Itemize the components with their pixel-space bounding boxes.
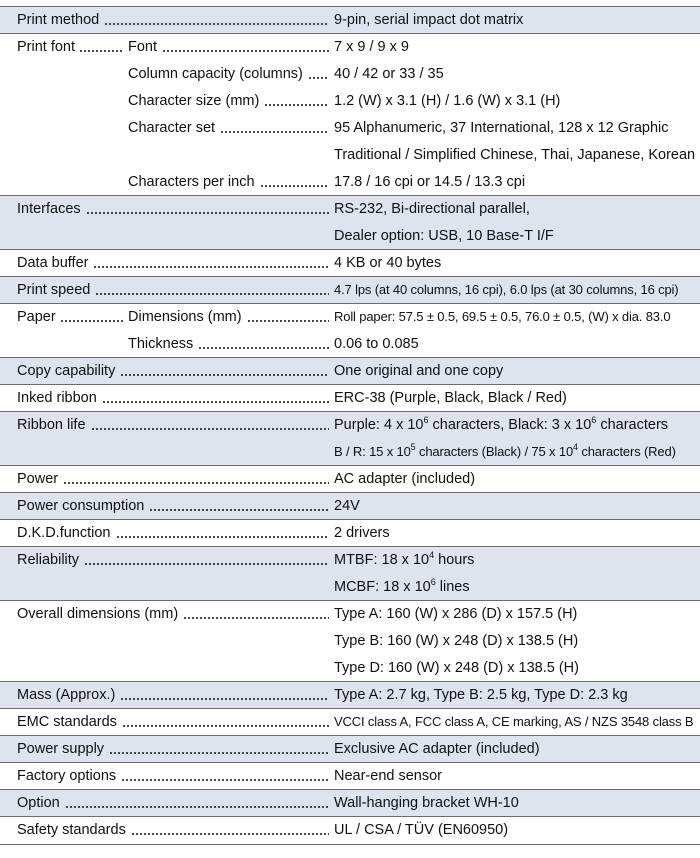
- leader-dots: [102, 401, 329, 403]
- spec-value: Dealer option: USB, 10 Base-T I/F: [334, 228, 554, 244]
- spec-line: [0, 303, 700, 330]
- spec-value: Type A: 2.7 kg, Type B: 2.5 kg, Type D: 2.3 kg: [334, 687, 628, 703]
- spec-line: [0, 222, 700, 249]
- spec-value: 4.7 lps (at 40 columns, 16 cpi), 6.0 lps (at 30 columns, 16 cpi): [334, 282, 679, 297]
- spec-line: [0, 735, 700, 762]
- spec-label-interfaces: Interfaces: [17, 201, 81, 217]
- spec-value: 1.2 (W) x 3.1 (H) / 1.6 (W) x 3.1 (H): [334, 93, 561, 109]
- spec-label-factory-options: Factory options: [17, 768, 117, 784]
- spec-label-copy-capability: Copy capability: [17, 363, 116, 379]
- spec-line: [0, 114, 700, 141]
- leader-dots: [198, 347, 329, 349]
- value-text: MCBF: 18 x 10: [334, 579, 431, 595]
- spec-sublabel-character-set: Character set: [128, 120, 216, 136]
- leader-dots: [79, 50, 123, 52]
- spec-label-print-font: Print font: [17, 39, 76, 55]
- spec-value: ERC-38 (Purple, Black, Black / Red): [334, 390, 567, 406]
- leader-dots: [162, 50, 329, 52]
- spec-label-print-method: Print method: [17, 12, 100, 28]
- exponent: 4: [573, 442, 578, 452]
- spec-label-power-consumption: Power consumption: [17, 498, 145, 514]
- leader-dots: [116, 536, 329, 538]
- value-text: B / R: 15 x 10: [334, 444, 411, 459]
- spec-value: [334, 552, 474, 568]
- leader-dots: [264, 104, 329, 106]
- spec-value: 40 / 42 or 33 / 35: [334, 66, 444, 82]
- leader-dots: [95, 293, 329, 295]
- spec-sublabel-column-capacity-columns: Column capacity (columns): [128, 66, 303, 82]
- spec-line: [0, 33, 700, 60]
- spec-value: Type A: 160 (W) x 286 (D) x 157.5 (H): [334, 606, 578, 622]
- spec-line: [0, 546, 700, 573]
- spec-line: [0, 384, 700, 411]
- value-text: hours: [434, 552, 475, 568]
- value-text: lines: [435, 579, 470, 595]
- exponent: 6: [591, 415, 597, 425]
- spec-label-power-supply: Power supply: [17, 741, 105, 757]
- spec-value: 2 drivers: [334, 525, 390, 541]
- spec-label-power: Power: [17, 471, 59, 487]
- spec-label-safety-standards: Safety standards: [17, 822, 126, 838]
- spec-line: [0, 762, 700, 789]
- spec-value: AC adapter (included): [334, 471, 476, 487]
- spec-value: 9-pin, serial impact dot matrix: [334, 12, 524, 28]
- spec-sublabel-dimensions-mm: Dimensions (mm): [128, 309, 242, 325]
- spec-line: [0, 600, 700, 627]
- spec-value: Type B: 160 (W) x 248 (D) x 138.5 (H): [334, 633, 579, 649]
- spec-label-inked-ribbon: Inked ribbon: [17, 390, 97, 406]
- spec-value: Exclusive AC adapter (included): [334, 741, 540, 757]
- spec-value: UL / CSA / TÜV (EN60950): [334, 822, 509, 838]
- spec-line: [0, 249, 700, 276]
- leader-dots: [120, 698, 329, 700]
- spec-line: [0, 465, 700, 492]
- value-text: Purple: 4 x 10: [334, 417, 424, 433]
- leader-dots: [260, 185, 329, 187]
- value-text: characters: [596, 417, 669, 433]
- spec-line: [0, 411, 700, 438]
- spec-line: [0, 708, 700, 735]
- spec-label-emc-standards: EMC standards: [17, 714, 117, 730]
- spec-line: [0, 438, 700, 465]
- exponent: 4: [429, 550, 435, 560]
- leader-dots: [122, 725, 329, 727]
- spec-line: [0, 330, 700, 357]
- spec-line: [0, 87, 700, 114]
- exponent: 6: [423, 415, 429, 425]
- spec-value: 24V: [334, 498, 360, 514]
- leader-dots: [183, 617, 329, 619]
- spec-value: 0.06 to 0.085: [334, 336, 419, 352]
- spec-value: VCCI class A, FCC class A, CE marking, AS / NZS 3548 class B: [334, 714, 694, 729]
- spec-value: One original and one copy: [334, 363, 504, 379]
- value-text: characters (Red): [577, 444, 676, 459]
- value-text: MTBF: 18 x 10: [334, 552, 430, 568]
- leader-dots: [60, 320, 123, 322]
- spec-label-ribbon-life: Ribbon life: [17, 417, 86, 433]
- leader-dots: [63, 482, 329, 484]
- exponent: 6: [430, 577, 436, 587]
- spec-value: Type D: 160 (W) x 248 (D) x 138.5 (H): [334, 660, 579, 676]
- spec-line: [0, 627, 700, 654]
- leader-dots: [120, 374, 329, 376]
- value-text: characters, Black: 3 x 10: [428, 417, 592, 433]
- spec-label-d-k-d-function: D.K.D.function: [17, 525, 111, 541]
- leader-dots: [65, 806, 329, 808]
- spec-value: 17.8 / 16 cpi or 14.5 / 13.3 cpi: [334, 174, 526, 190]
- spec-value: Traditional / Simplified Chinese, Thai, Japanese, Korean: [334, 147, 696, 163]
- leader-dots: [91, 428, 329, 430]
- spec-value: Wall-hanging bracket WH-10: [334, 795, 519, 811]
- spec-value: [334, 417, 668, 433]
- spec-value: [334, 579, 470, 595]
- spec-line: [0, 519, 700, 546]
- spec-label-mass-approx: Mass (Approx.): [17, 687, 116, 703]
- spec-line: [0, 60, 700, 87]
- spec-value: 7 x 9 / 9 x 9: [334, 39, 409, 55]
- spec-line: [0, 654, 700, 681]
- spec-line: [0, 789, 700, 816]
- spec-label-overall-dimensions-mm: Overall dimensions (mm): [17, 606, 179, 622]
- leader-dots: [93, 266, 329, 268]
- spec-label-option: Option: [17, 795, 60, 811]
- spec-value: 4 KB or 40 bytes: [334, 255, 442, 271]
- spec-line: [0, 492, 700, 519]
- leader-dots: [121, 779, 329, 781]
- spec-line: [0, 681, 700, 708]
- leader-dots: [220, 131, 329, 133]
- spec-sublabel-thickness: Thickness: [128, 336, 194, 352]
- spec-line: [0, 168, 700, 195]
- spec-sublabel-font: Font: [128, 39, 158, 55]
- spec-line: [0, 6, 700, 33]
- spec-value: Near-end sensor: [334, 768, 442, 784]
- leader-dots: [84, 563, 329, 565]
- leader-dots: [308, 77, 329, 79]
- spec-line: [0, 195, 700, 222]
- spec-value: RS-232, Bi-directional parallel,: [334, 201, 530, 217]
- leader-dots: [86, 212, 329, 214]
- spec-line: [0, 276, 700, 303]
- spec-value: [334, 444, 676, 460]
- leader-dots: [131, 833, 329, 835]
- spec-label-paper: Paper: [17, 309, 56, 325]
- leader-dots: [149, 509, 329, 511]
- spec-value: Roll paper: 57.5 ± 0.5, 69.5 ± 0.5, 76.0 ± 0.5, (W) x dia. 83.0: [334, 309, 671, 324]
- spec-value: 95 Alphanumeric, 37 International, 128 x 12 Graphic: [334, 120, 669, 136]
- spec-label-print-speed: Print speed: [17, 282, 91, 298]
- leader-dots: [104, 23, 329, 25]
- spec-line: [0, 573, 700, 600]
- spec-label-data-buffer: Data buffer: [17, 255, 89, 271]
- value-text: characters (Black) / 75 x 10: [415, 444, 574, 459]
- leader-dots: [247, 320, 329, 322]
- spec-line: [0, 141, 700, 168]
- leader-dots: [109, 752, 329, 754]
- exponent: 5: [410, 442, 416, 452]
- spec-sublabel-character-size-mm: Character size (mm): [128, 93, 260, 109]
- spec-label-reliability: Reliability: [17, 552, 80, 568]
- spec-sublabel-characters-per-inch: Characters per inch: [128, 174, 255, 190]
- spec-line: [0, 816, 700, 843]
- spec-line: [0, 357, 700, 384]
